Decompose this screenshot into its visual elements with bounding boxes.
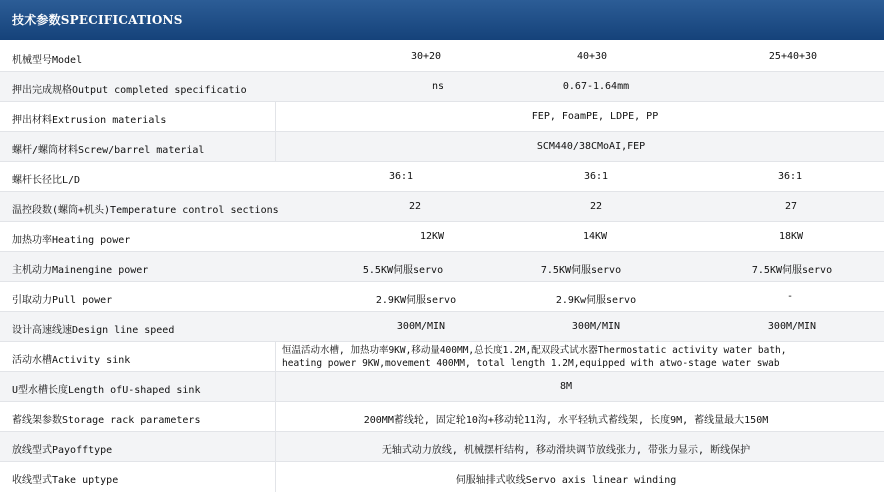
value-col2: 2.9Kw伺服servo bbox=[555, 295, 637, 306]
value-col1: 300M/MIN bbox=[396, 321, 446, 332]
value-col3: 300M/MIN bbox=[767, 321, 817, 332]
column-divider bbox=[275, 402, 276, 431]
column-divider bbox=[275, 342, 276, 371]
value-col2: 300M/MIN bbox=[571, 321, 621, 332]
table-row-temperature-sections bbox=[0, 192, 884, 222]
table-row-heating-power bbox=[0, 222, 884, 252]
table-row-u-sink bbox=[0, 372, 884, 402]
sink-line-2: heating power 9KW,movement 400MM, total length 1.2M,equipped with atwo-stage water swab bbox=[282, 358, 780, 369]
value-col3: 36:1 bbox=[777, 171, 803, 182]
table-row-screw-material bbox=[0, 132, 884, 162]
value-col3: 18KW bbox=[778, 231, 804, 242]
spec-title: 技术参数SPECIFICATIONS bbox=[12, 13, 183, 27]
table-row-ld-ratio bbox=[0, 162, 884, 192]
column-divider bbox=[275, 102, 276, 131]
row-label: 押出完成规格Output completed specificatio bbox=[12, 85, 247, 96]
row-label: U型水槽长度Length ofU-shaped sink bbox=[12, 385, 201, 396]
table-row-mainengine-power bbox=[0, 252, 884, 282]
sink-line-1: 恒温活动水槽, 加热功率9KW,移动量400MM,总长度1.2M,配双段式试水器Thermostatic activity water bath, bbox=[282, 345, 787, 356]
value-merged: FEP, FoamPE, LDPE, PP bbox=[531, 111, 659, 122]
value-col1: ns bbox=[431, 81, 445, 92]
value-col2: 40+30 bbox=[576, 51, 608, 62]
value-merged: 伺服轴排式收线Servo axis linear winding bbox=[455, 475, 677, 486]
value-col1: 5.5KW伺服servo bbox=[362, 265, 444, 276]
row-label: 收线型式Take uptype bbox=[12, 475, 119, 486]
row-label: 螺杆/螺筒材料Screw/barrel material bbox=[12, 145, 205, 156]
value-col2: 22 bbox=[589, 201, 603, 212]
value-col2: 14KW bbox=[582, 231, 608, 242]
value-col3: - bbox=[786, 291, 794, 302]
table-row-storage-rack bbox=[0, 402, 884, 432]
row-label: 温控段数(螺筒+机头)Temperature control sections bbox=[12, 205, 279, 216]
value-col3: 25+40+30 bbox=[768, 51, 818, 62]
column-divider bbox=[275, 132, 276, 161]
value-merged: 无轴式动力放线, 机械摆杆结构, 移动滑块调节放线张力, 带张力显示, 断线保护 bbox=[381, 445, 751, 456]
value-col1: 36:1 bbox=[388, 171, 414, 182]
table-row-pull-power bbox=[0, 282, 884, 312]
value-col1: 12KW bbox=[419, 231, 445, 242]
table-row-output bbox=[0, 72, 884, 102]
table-row-takeup-type bbox=[0, 462, 884, 492]
table-row-payoff-type bbox=[0, 432, 884, 462]
row-label: 螺杆长径比L/D bbox=[12, 175, 81, 186]
value-col2: 0.67-1.64mm bbox=[562, 81, 630, 92]
row-label: 主机动力Mainengine power bbox=[12, 265, 149, 276]
table-row-line-speed bbox=[0, 312, 884, 342]
row-label: 加热功率Heating power bbox=[12, 235, 131, 246]
row-label: 活动水槽Activity sink bbox=[12, 355, 131, 366]
value-merged: 8M bbox=[559, 381, 573, 392]
column-divider bbox=[275, 462, 276, 492]
column-divider bbox=[275, 432, 276, 461]
value-col3: 27 bbox=[784, 201, 798, 212]
row-label: 蓄线架参数Storage rack parameters bbox=[12, 415, 201, 426]
value-col1: 22 bbox=[408, 201, 422, 212]
value-col2: 36:1 bbox=[583, 171, 609, 182]
row-label: 设计高速线速Design line speed bbox=[12, 325, 175, 336]
value-col2: 7.5KW伺服servo bbox=[540, 265, 622, 276]
column-divider bbox=[275, 372, 276, 401]
value-col1: 2.9KW伺服servo bbox=[375, 295, 457, 306]
table-row-extrusion-materials bbox=[0, 102, 884, 132]
row-label: 引取动力Pull power bbox=[12, 295, 113, 306]
sink-description bbox=[282, 344, 786, 370]
row-label: 押出材料Extrusion materials bbox=[12, 115, 167, 126]
value-col1: 30+20 bbox=[410, 51, 442, 62]
table-row-model bbox=[0, 42, 884, 72]
row-label: 机械型号Model bbox=[12, 55, 83, 66]
spec-header-bar bbox=[0, 0, 884, 40]
row-label: 放线型式Payofftype bbox=[12, 445, 113, 456]
table-row-activity-sink bbox=[0, 342, 884, 372]
value-merged: 200MM蓄线轮, 固定轮10沟+移动轮11沟, 水平轻轨式蓄线架, 长度9M, 蓄线量最大150M bbox=[363, 415, 769, 426]
value-col3: 7.5KW伺服servo bbox=[751, 265, 833, 276]
value-merged: SCM440/38CMoAI,FEP bbox=[536, 141, 646, 152]
